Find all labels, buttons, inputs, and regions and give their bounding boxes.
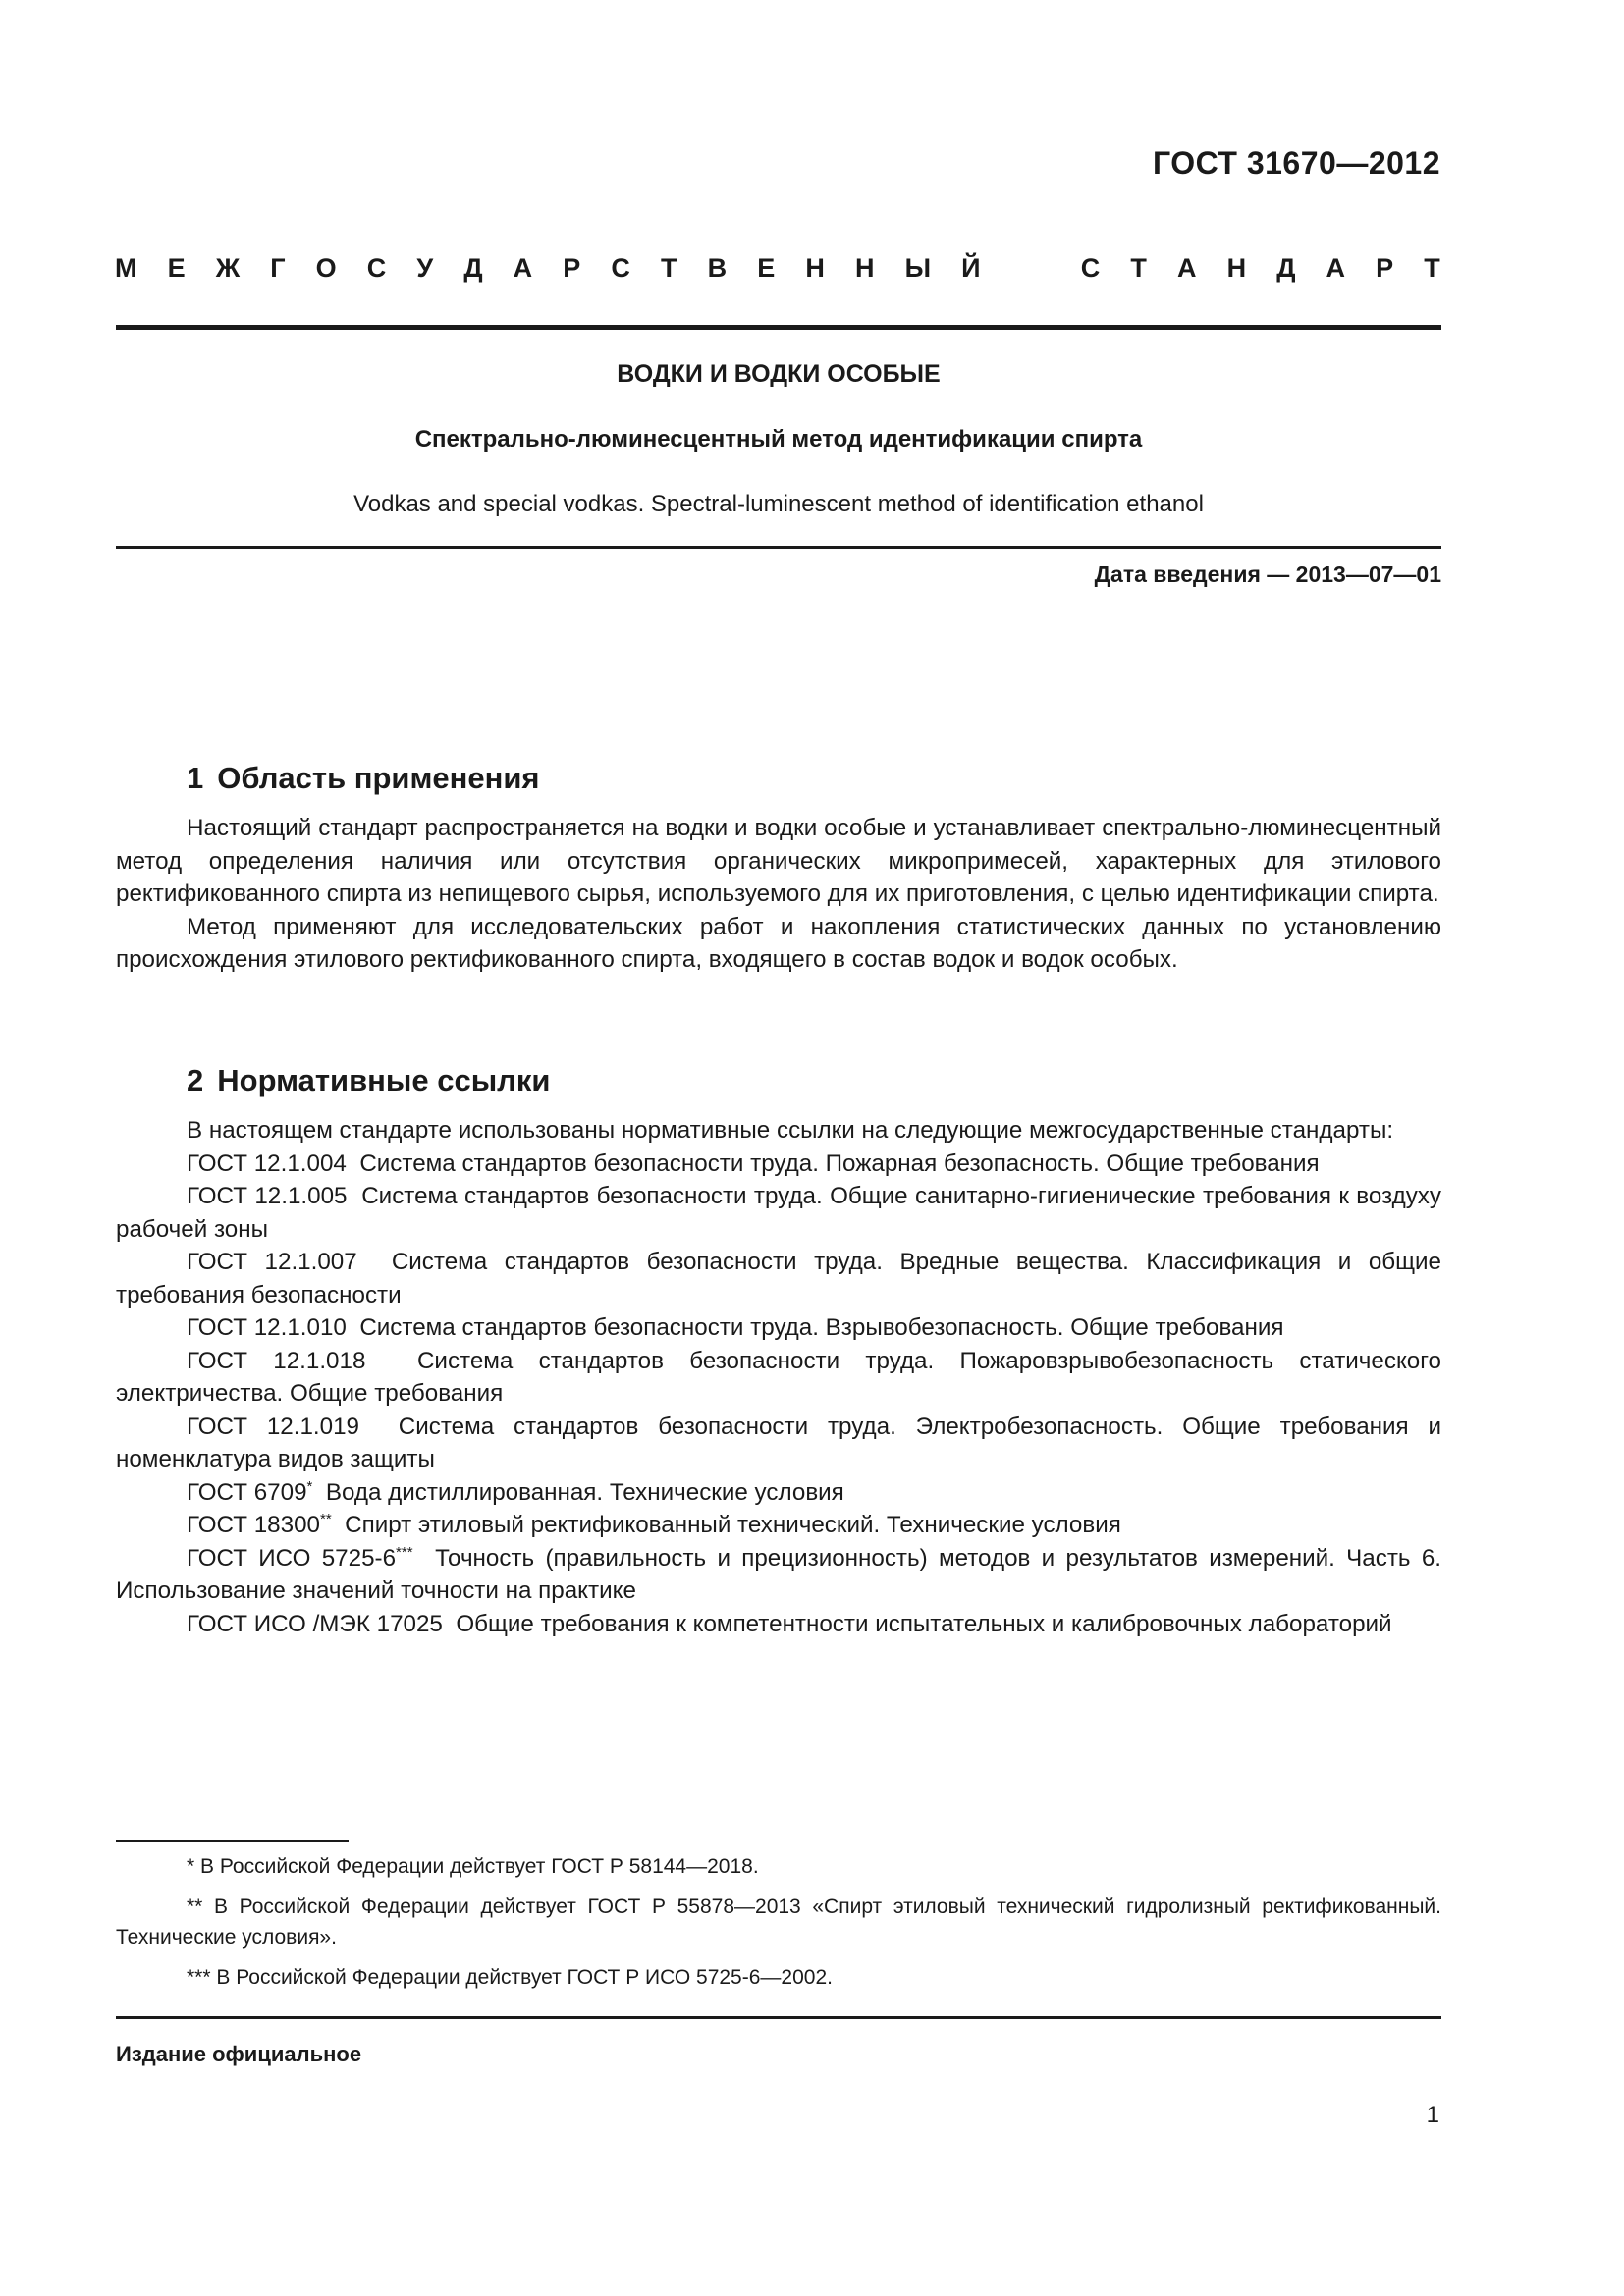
- reference-title: Система стандартов безопасности труда. Пожаровзрывобезопасность статического электричества. Общие требования: [116, 1347, 1441, 1407]
- footnote-marker: ***: [396, 1543, 413, 1561]
- heading-letter: Е: [167, 253, 186, 283]
- reference-item: [116, 1311, 1441, 1345]
- heading-letter: Г: [270, 253, 286, 283]
- reference-title: Вода дистиллированная. Технические условия: [325, 1478, 844, 1506]
- heading-letter: С: [366, 253, 387, 283]
- reference-code: ГОСТ 12.1.019: [187, 1413, 360, 1440]
- heading-letter: С: [1080, 253, 1101, 283]
- heading-letter: Н: [1226, 253, 1247, 283]
- paragraph: Метод применяют для исследовательских работ и накопления статистических данных по установлению происхождения этилового ректификованного спирта, входящего в состав водок и водок особых.: [116, 913, 1441, 973]
- reference-title: Система стандартов безопасности труда. Вредные вещества. Классификация и общие требования безопасности: [116, 1249, 1441, 1308]
- reference-code: ГОСТ ИСО /МЭК 17025: [187, 1610, 443, 1637]
- heading-letter: А: [1176, 253, 1197, 283]
- heading-letter: А: [1326, 253, 1346, 283]
- heading-letter: У: [416, 253, 434, 283]
- section-number: 1: [187, 761, 204, 795]
- heading-letter: А: [513, 253, 533, 283]
- heading-letter: Р: [1376, 253, 1394, 283]
- heading-letter: Д: [1276, 253, 1296, 283]
- interstate-standard-heading: [115, 253, 1440, 284]
- reference-code: ГОСТ 18300: [187, 1512, 320, 1538]
- section-heading: [116, 759, 1441, 798]
- paragraph: Настоящий стандарт распространяется на водки и водки особые и устанавливает спектрально-люминесцентный метод определения наличия или отсутствия органических микропримесей, характерных для этилового ректификованного спирта из непищевого сырья, используемого для их приготовления, с целью идентификации спирта.: [116, 815, 1441, 907]
- paragraph: В настоящем стандарте использованы нормативные ссылки на следующие межгосударственные стандарты:: [187, 1117, 1394, 1144]
- edition-label: Издание официальное: [116, 2042, 362, 2066]
- reference-code: ГОСТ ИСО 5725-6: [187, 1544, 397, 1572]
- document-title: ВОДКИ И ВОДКИ ОСОБЫЕ: [617, 360, 941, 388]
- reference-title: Точность (правильность и прецизионность) методов и результатов измерений. Часть 6. Использование значений точности на практике: [116, 1544, 1441, 1604]
- reference-code: ГОСТ 6709: [187, 1478, 307, 1506]
- reference-title: Общие требования к компетентности испытательных и калибровочных лабораторий: [456, 1610, 1392, 1637]
- heading-letter: Н: [854, 253, 875, 283]
- reference-item: [116, 1608, 1441, 1641]
- heading-letter: Ы: [904, 253, 932, 283]
- section-title: Область применения: [217, 761, 540, 795]
- section-title: Нормативные ссылки: [217, 1063, 551, 1097]
- reference-item: [116, 1509, 1441, 1542]
- heading-letter: Й: [961, 253, 981, 283]
- reference-item: [116, 1246, 1441, 1311]
- reference-item: [116, 1542, 1441, 1608]
- reference-item: [116, 1180, 1441, 1246]
- reference-title: Система стандартов безопасности труда. Пожарная безопасность. Общие требования: [359, 1149, 1320, 1177]
- reference-code: ГОСТ 12.1.018: [187, 1347, 366, 1374]
- reference-code: ГОСТ 12.1.007: [187, 1249, 357, 1275]
- bottom-divider: [116, 2016, 1441, 2019]
- heading-letter: Т: [661, 253, 677, 283]
- heading-letter: Т: [1424, 253, 1440, 283]
- section-normative-references: [116, 1061, 1441, 1640]
- reference-item: [116, 1411, 1441, 1476]
- footnote: ** В Российской Федерации действует ГОСТ Р 55878—2013 «Спирт этиловый технический гидролизный ректификованный. Технические условия».: [116, 1896, 1441, 1949]
- heading-letter: Ж: [215, 253, 241, 283]
- footnote: * В Российской Федерации действует ГОСТ Р 58144—2018.: [187, 1855, 759, 1878]
- heading-letter: М: [115, 253, 137, 283]
- heading-letter: В: [707, 253, 728, 283]
- top-divider: [116, 325, 1441, 330]
- heading-letter: С: [611, 253, 630, 283]
- reference-title: Система стандартов безопасности труда. Взрывобезопасность. Общие требования: [359, 1314, 1284, 1341]
- introduction-date: Дата введения — 2013—07—01: [1094, 561, 1441, 587]
- reference-code: ГОСТ 12.1.004: [187, 1149, 347, 1177]
- section-scope: [116, 759, 1441, 977]
- heading-letter: О: [315, 253, 337, 283]
- footnote-separator: [116, 1840, 349, 1842]
- section-heading: [116, 1061, 1441, 1100]
- document-number: ГОСТ 31670—2012: [1152, 145, 1440, 181]
- reference-title: Система стандартов безопасности труда. Общие санитарно-гигиенические требования к воздуху рабочей зоны: [116, 1183, 1441, 1243]
- title-divider: [116, 546, 1441, 549]
- reference-item: [116, 1345, 1441, 1411]
- section-number: 2: [187, 1063, 204, 1097]
- footnote-marker: **: [319, 1510, 332, 1527]
- reference-code: ГОСТ 12.1.005: [187, 1183, 348, 1209]
- heading-gap: [1011, 253, 1051, 284]
- reference-list: [116, 1148, 1441, 1641]
- footnote-marker: *: [306, 1477, 313, 1495]
- reference-item: [116, 1148, 1441, 1181]
- heading-letter: Е: [757, 253, 776, 283]
- footnotes: [116, 1851, 1441, 2002]
- document-title-english: Vodkas and special vodkas. Spectral-luminescent method of identification ethanol: [353, 491, 1204, 517]
- heading-letter: Т: [1130, 253, 1147, 283]
- heading-letter: Н: [805, 253, 825, 283]
- reference-item: [116, 1476, 1441, 1510]
- reference-code: ГОСТ 12.1.010: [187, 1314, 347, 1341]
- page-number: 1: [1426, 2102, 1439, 2128]
- footnote: *** В Российской Федерации действует ГОСТ Р ИСО 5725-6—2002.: [187, 1966, 833, 1989]
- reference-title: Спирт этиловый ректификованный технический. Технические условия: [345, 1512, 1121, 1538]
- heading-letter: Д: [463, 253, 483, 283]
- reference-title: Система стандартов безопасности труда. Электробезопасность. Общие требования и номенклатура видов защиты: [116, 1413, 1441, 1472]
- heading-letter: Р: [563, 253, 581, 283]
- document-subtitle: Спектрально-люминесцентный метод идентификации спирта: [414, 426, 1143, 453]
